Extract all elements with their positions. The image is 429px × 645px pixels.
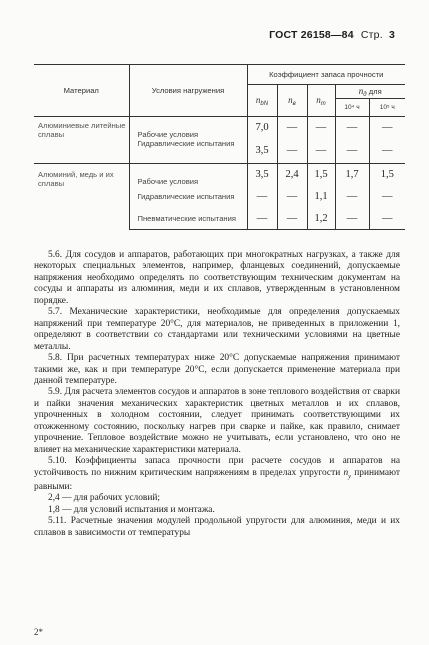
value-cell: 1,7 [335,164,369,186]
material-cell: Алюминиевые литейные сплавы [38,121,126,139]
standard-code: ГОСТ 26158—84 [269,29,354,41]
value-cell: 1,2 [307,208,335,230]
footer-mark: 2* [34,627,43,637]
value-cell: — [369,186,405,208]
list-item-1: 2,4 — для рабочих условий; [48,493,160,504]
value-cell: — [247,186,277,208]
page-header [269,29,395,41]
col-n-t: $n_т$ [307,85,335,117]
page-label: Стр. [360,29,383,41]
value-cell: — [335,139,369,164]
value-cell: — [307,139,335,164]
col-coefficient-header: Коэффициент запаса прочности [247,65,405,85]
body-text [34,250,400,539]
material-cell: Алюминий, медь и их сплавы [34,164,129,230]
value-cell: — [369,208,405,230]
page-number: 3 [388,29,395,41]
value-cell: — [247,208,277,230]
value-cell: — [335,186,369,208]
safety-factor-table [34,64,405,230]
value-cell: 1,5 [369,164,405,186]
col-n-b: $n_в$ [277,85,307,117]
paragraph-5-11: 5.11. Расчетные значения модулей продольной упругости для алюминия, меди и их сплавов в зависимости от температуры [34,516,400,538]
condition-cell: Гидравлические испытания [129,186,247,208]
paragraph-5-6: 5.6. Для сосудов и аппаратов, работающих при многократных нагрузках, а также для некоторых специальных элементов, например, фланцевых соединений, допускаемые напряжения необходимо определять по соответствующим техническим документам на сосуды и аппараты из алюминия, меди и их сплавов, утвержденным в установленном порядке. [34,250,400,306]
value-cell: — [369,139,405,164]
value-cell: — [307,117,335,139]
col-n-d: $n_д$ для [335,85,405,99]
paragraph-5-8: 5.8. При расчетных температурах ниже 20°С допускаемые напряжения принимают такими же, как и при температуре 20°С, если допускается применение материала при данной температуре. [34,353,400,386]
value-cell: — [335,208,369,230]
value-cell: 1,1 [307,186,335,208]
paragraph-5-10: 5.10. Коэффициенты запаса прочности при расчете сосудов и аппаратов на устойчивость по нижним критическим напряжениям в пределах упругости $n_y$ принимают равными: [34,456,401,492]
value-cell: 3,5 [247,164,277,186]
value-cell: 2,4 [277,164,307,186]
condition-cell: Пневматические испытания [129,208,247,230]
value-cell: — [277,139,307,164]
list-item-2: 1,8 — для условий испытания и монтажа. [48,504,215,515]
paragraph-5-9: 5.9. Для расчета элементов сосудов и аппаратов в зоне теплового воздействия от сварки и пайки значения механических характеристик цветных металлов и их сплавов, упрочненных в холодном состоянии, следует принимать соответствующими их отожженному состоянию, поскольку нагрев при сварке и пайке, как правило, снимает упрочнение. Тепловое воздействие можно не учитывать, если установлено, что оно не влияет на механические характеристики материала. [34,387,400,455]
condition-cell: Рабочие условия [129,164,247,186]
value-cell: 1,5 [307,164,335,186]
value-cell: — [369,117,405,139]
value-cell: — [335,117,369,139]
col-material-header: Материал [34,65,129,117]
value-cell: — [277,208,307,230]
col-time-2: 10⁵ ч [369,99,405,117]
col-conditions-header: Условия нагружения [129,65,247,117]
value-cell: 7,0 [247,117,277,139]
col-n-bN: $n_{bN}$ [247,85,277,117]
paragraph-5-7: 5.7. Механические характеристики, необходимые для определения допускаемых напряжений при температуре 20°С, для материалов, не приведенных в приложении 1, определяют в соответствии со стандартами или техническими условиями на цветные металлы. [34,307,400,352]
col-time-1: 10⁴ ч [335,99,369,117]
condition-cell: Рабочие условия [129,117,247,139]
value-cell: — [277,117,307,139]
condition-cell: Гидравлические испытания [129,139,247,164]
value-cell: — [277,186,307,208]
value-cell: 3,5 [247,139,277,164]
